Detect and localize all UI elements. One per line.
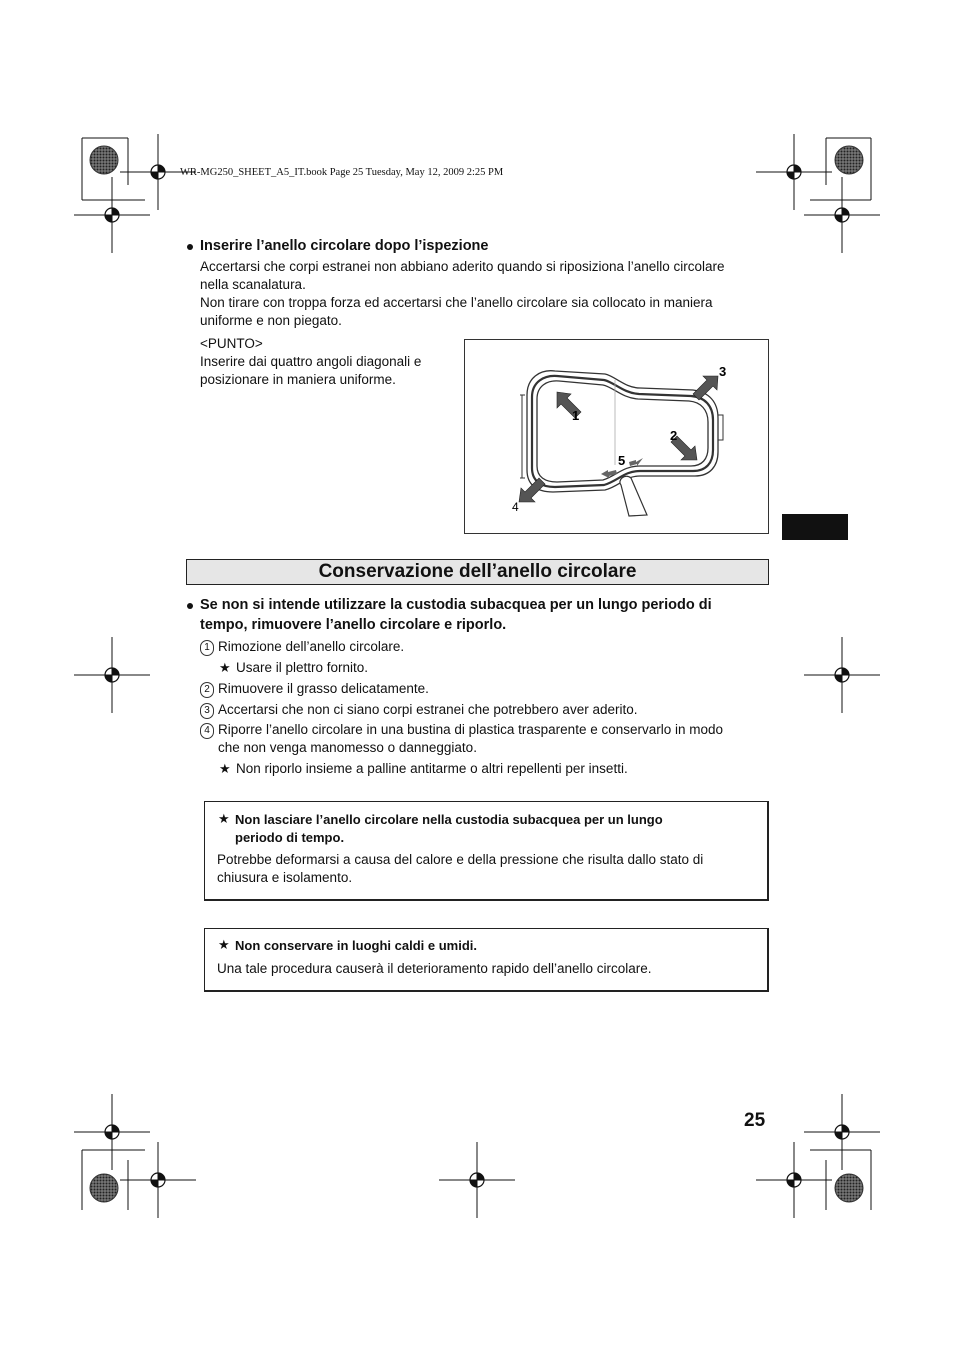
inspection-line-4: uniforme e non piegato. [200, 313, 342, 328]
star-icon: ★ [219, 660, 231, 675]
step-number-4: 4 [200, 723, 214, 739]
storage-heading-line-1: Se non si intende utilizzare la custodia subacquea per un lungo periodo di [200, 597, 712, 613]
inspection-line-1: Accertarsi che corpi estranei non abbiano aderito quando si riposiziona l’anello circolare [200, 259, 725, 274]
chapter-tab [782, 514, 848, 540]
figure-label-2: 2 [670, 428, 678, 443]
step-number-1: 1 [200, 640, 214, 656]
figure-label-1: 1 [572, 408, 580, 423]
storage-heading-line-2: tempo, rimuovere l’anello circolare e riporlo. [200, 617, 507, 633]
bullet-dot [187, 244, 193, 250]
o-ring-drawing [465, 340, 768, 533]
bullet-dot [187, 603, 193, 609]
figure-label-5: 5 [618, 453, 626, 468]
step-number-2: 2 [200, 682, 214, 698]
inspection-heading: Inserire l’anello circolare dopo l’ispezione [200, 238, 489, 254]
star-icon: ★ [218, 937, 230, 952]
caution-2-body: Una tale procedura causerà il deterioramento rapido dell’anello circolare. [217, 961, 652, 976]
caution-1-body-line-1: Potrebbe deformarsi a causa del calore e della pressione che risulta dallo stato di [217, 852, 704, 867]
step-3-text: Accertarsi che non ci siano corpi estranei che potrebbero aver aderito. [218, 702, 638, 717]
step-1-text: Rimozione dell’anello circolare. [218, 639, 405, 654]
step-4-note: Non riporlo insieme a palline antitarme o altri repellenti per insetti. [236, 761, 628, 776]
figure-label-4: 4 [512, 500, 519, 514]
page-number: 25 [744, 1110, 766, 1131]
punto-line-1: Inserire dai quattro angoli diagonali e [200, 354, 422, 369]
o-ring-illustration [464, 339, 769, 534]
step-number-3: 3 [200, 703, 214, 719]
caution-2-heading: Non conservare in luoghi caldi e umidi. [235, 938, 477, 953]
inspection-line-3: Non tirare con troppa forza ed accertarsi che l’anello circolare sia collocato in maniera [200, 295, 713, 310]
punto-label: <PUNTO> [200, 336, 263, 351]
star-icon: ★ [219, 761, 231, 776]
section-title: Conservazione dell’anello circolare [186, 559, 769, 585]
caution-1-heading-line-1: Non lasciare l’anello circolare nella custodia subacquea per un lungo [235, 812, 663, 827]
star-icon: ★ [218, 811, 230, 826]
figure-label-3: 3 [719, 364, 727, 379]
inspection-line-2: nella scanalatura. [200, 277, 306, 292]
step-1-note: Usare il plettro fornito. [236, 660, 369, 675]
punto-line-2: posizionare in maniera uniforme. [200, 372, 396, 387]
caution-box-2 [204, 928, 769, 992]
step-4-text-line-2: che non venga manomesso o danneggiato. [218, 740, 477, 755]
caution-1-heading-line-2: periodo di tempo. [235, 830, 345, 845]
step-4-text: Riporre l’anello circolare in una bustina di plastica trasparente e conservarlo in modo [218, 722, 724, 737]
caution-box-1 [204, 801, 769, 901]
print-header: WR-MG250_SHEET_A5_IT.book Page 25 Tuesday, May 12, 2009 2:25 PM [180, 167, 504, 178]
step-2-text: Rimuovere il grasso delicatamente. [218, 681, 429, 696]
caution-1-body-line-2: chiusura e isolamento. [217, 870, 353, 885]
